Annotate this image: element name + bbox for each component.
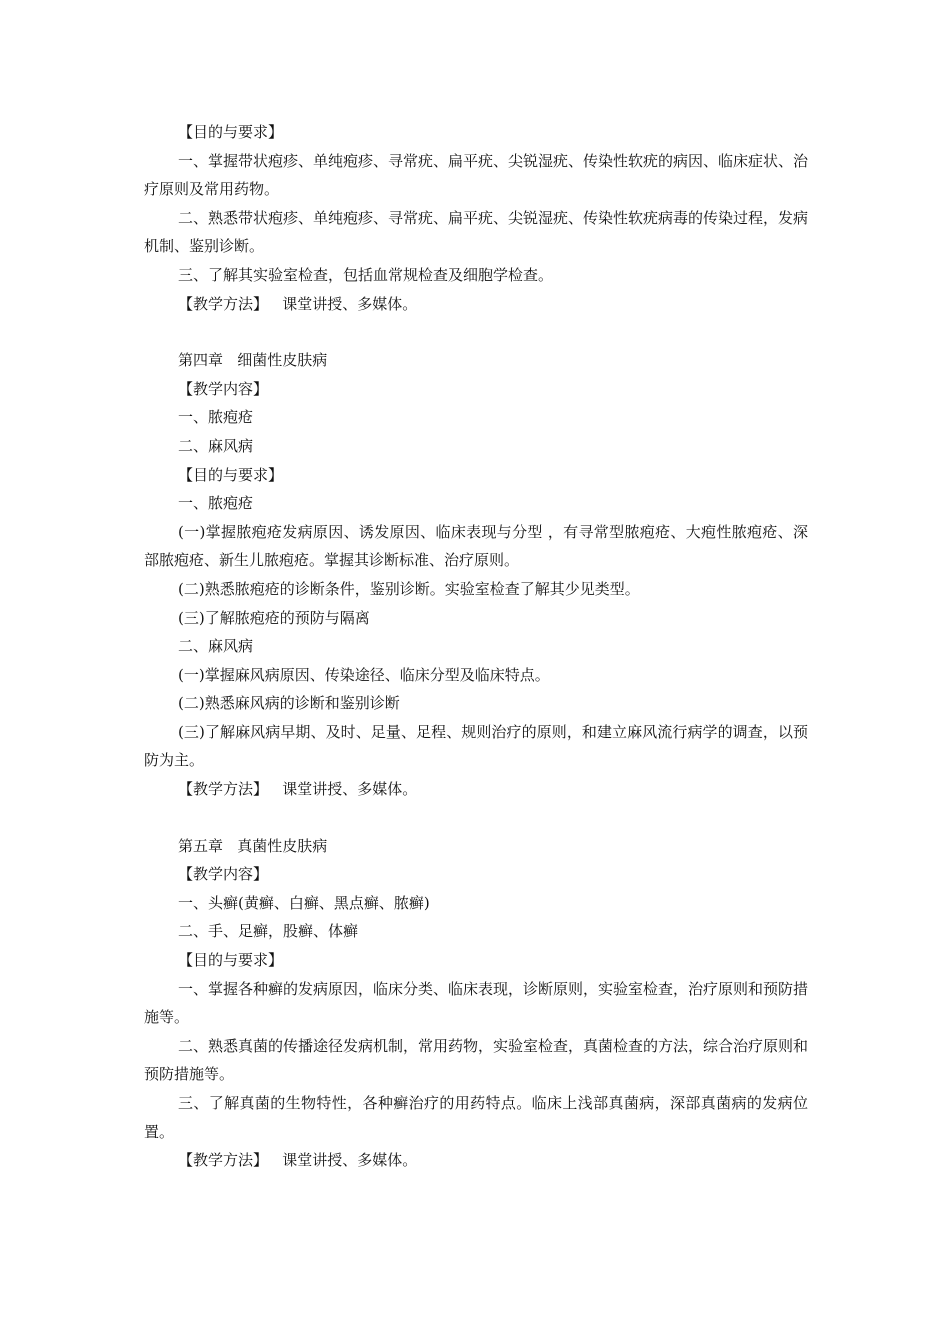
paragraph: 一、掌握带状疱疹、单纯疱疹、寻常疣、扁平疣、尖锐湿疣、传染性软疣的病因、临床症状、治疗原则及常用药物。 <box>144 151 809 199</box>
paragraph: (一)掌握脓疱疮发病原因、诱发原因、临床表现与分型 ，有寻常型脓疱疮、大疱性脓疱疮、深部脓疱疮、新生儿脓疱疮。掌握其诊断标准、治疗原则。 <box>144 522 808 570</box>
paragraph: (三)了解脓疱疮的预防与隔离 <box>178 608 370 627</box>
chapter-title: 第四章 细菌性皮肤病 <box>178 351 328 370</box>
subheading: 一、脓疱疮 <box>178 494 254 513</box>
heading-content: 【教学内容】 <box>178 865 269 884</box>
paragraph: (二)熟悉脓疱疮的诊断条件，鉴别诊断。实验室检查了解其少见类型。 <box>178 579 640 598</box>
heading-objectives: 【目的与要求】 <box>178 465 284 484</box>
section-ch3-tail <box>144 118 808 318</box>
subheading: 二、麻风病 <box>178 637 254 656</box>
list-item: 一、脓疱疮 <box>178 408 254 427</box>
list-item: 二、麻风病 <box>178 436 254 455</box>
heading-content: 【教学内容】 <box>178 379 269 398</box>
paragraph: 二、熟悉带状疱疹、单纯疱疹、寻常疣、扁平疣、尖锐湿疣、传染性软疣病毒的传染过程，发病机制、鉴别诊断。 <box>144 208 809 256</box>
section-spacer <box>144 804 808 832</box>
teaching-method: 【教学方法】 课堂讲授、多媒体。 <box>178 294 418 313</box>
paragraph: 二、熟悉真菌的传播途径发病机制，常用药物，实验室检查，真菌检查的方法，综合治疗原则和预防措施等。 <box>144 1036 809 1084</box>
chapter-title: 第五章 真菌性皮肤病 <box>178 836 328 855</box>
list-item: 二、手、足癣，股癣、体癣 <box>178 922 359 941</box>
teaching-method: 【教学方法】 课堂讲授、多媒体。 <box>178 1151 418 1170</box>
paragraph: (一)掌握麻风病原因、传染途径、临床分型及临床特点。 <box>178 665 550 684</box>
paragraph: 三、了解真菌的生物特性，各种癣治疗的用药特点。临床上浅部真菌病，深部真菌病的发病位置。 <box>144 1094 808 1141</box>
section-ch4 <box>144 346 808 804</box>
section-spacer <box>144 318 808 346</box>
section-ch5 <box>144 832 808 1175</box>
paragraph: (二)熟悉麻风病的诊断和鉴别诊断 <box>178 694 400 713</box>
list-item: 一、头癣(黄癣、白癣、黑点癣、脓癣) <box>178 893 430 912</box>
heading-objectives: 【目的与要求】 <box>178 123 284 141</box>
paragraph: (三)了解麻风病早期、及时、足量、足程、规则治疗的原则，和建立麻风流行病学的调查，以预防为主。 <box>144 722 808 770</box>
document-body <box>144 118 808 1175</box>
paragraph: 一、掌握各种癣的发病原因，临床分类、临床表现，诊断原则，实验室检查，治疗原则和预防措施等。 <box>144 979 809 1027</box>
teaching-method: 【教学方法】 课堂讲授、多媒体。 <box>178 780 418 799</box>
heading-objectives: 【目的与要求】 <box>178 951 284 970</box>
paragraph: 三、了解其实验室检查，包括血常规检查及细胞学检查。 <box>178 265 554 284</box>
